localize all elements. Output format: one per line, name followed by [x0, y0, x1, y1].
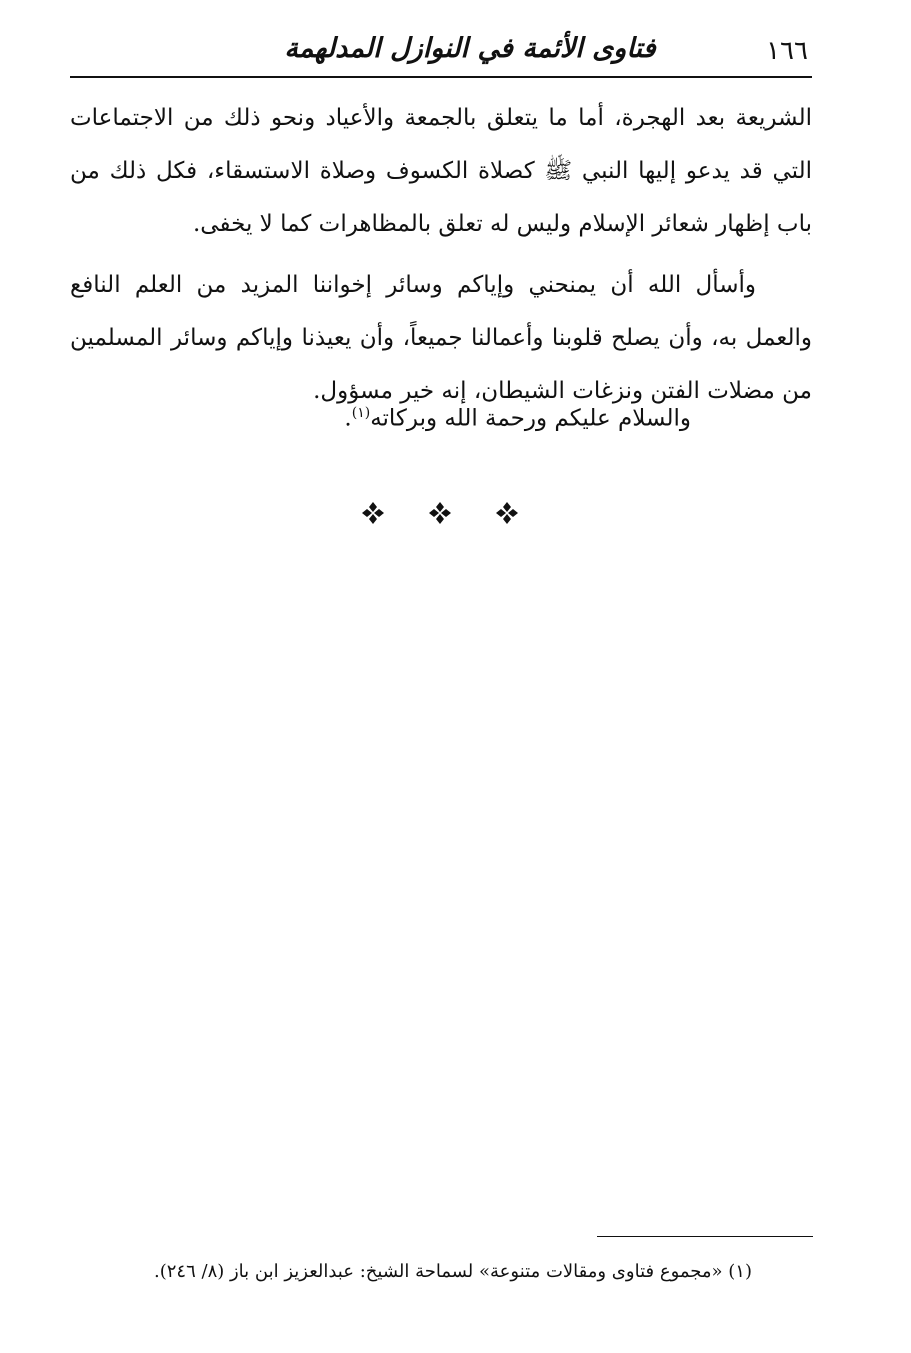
four-diamond-ornament-icon	[360, 500, 386, 526]
main-text	[70, 92, 812, 418]
footnote: (١) «مجموع فتاوى ومقالات متنوعة» لسماحة الشيخ: عبدالعزيز ابن باز (٨/ ٢٤٦).	[154, 1261, 752, 1282]
four-diamond-ornament-icon	[427, 500, 453, 526]
page-header	[70, 30, 812, 74]
footnote-reference: (١)	[351, 405, 371, 421]
four-diamond-ornament-icon	[494, 500, 520, 526]
page-number: ١٦٦	[766, 36, 808, 66]
paragraph-2: وأسأل الله أن يمنحني وإياكم وسائر إخواننا المزيد من العلم النافع والعمل به، وأن يصلح قلوبنا وأعمالنا جميعاً، وأن يعيذنا وإياكم وسائر المسلمين من مضلات الفتن ونزغات الشيطان، إنه خير مسؤول.	[70, 272, 812, 404]
running-title: فتاوى الأئمة في النوازل المدلهمة	[284, 33, 656, 64]
closing-text: والسلام عليكم ورحمة الله وبركاته	[370, 405, 691, 432]
header-rule	[70, 76, 812, 78]
section-ornaments	[360, 500, 520, 532]
closing-salutation	[171, 388, 691, 444]
paragraph-1: الشريعة بعد الهجرة، أما ما يتعلق بالجمعة والأعياد ونحو ذلك من الاجتماعات التي قد يدعو إليها النبي ﷺ كصلاة الكسوف وصلاة الاستسقاء، فكل ذلك من باب إظهار شعائر الإسلام وليس له تعلق بالمظاهرات كما لا يخفى.	[70, 105, 812, 237]
closing-period: .	[344, 405, 352, 432]
footnote-separator	[597, 1236, 813, 1237]
